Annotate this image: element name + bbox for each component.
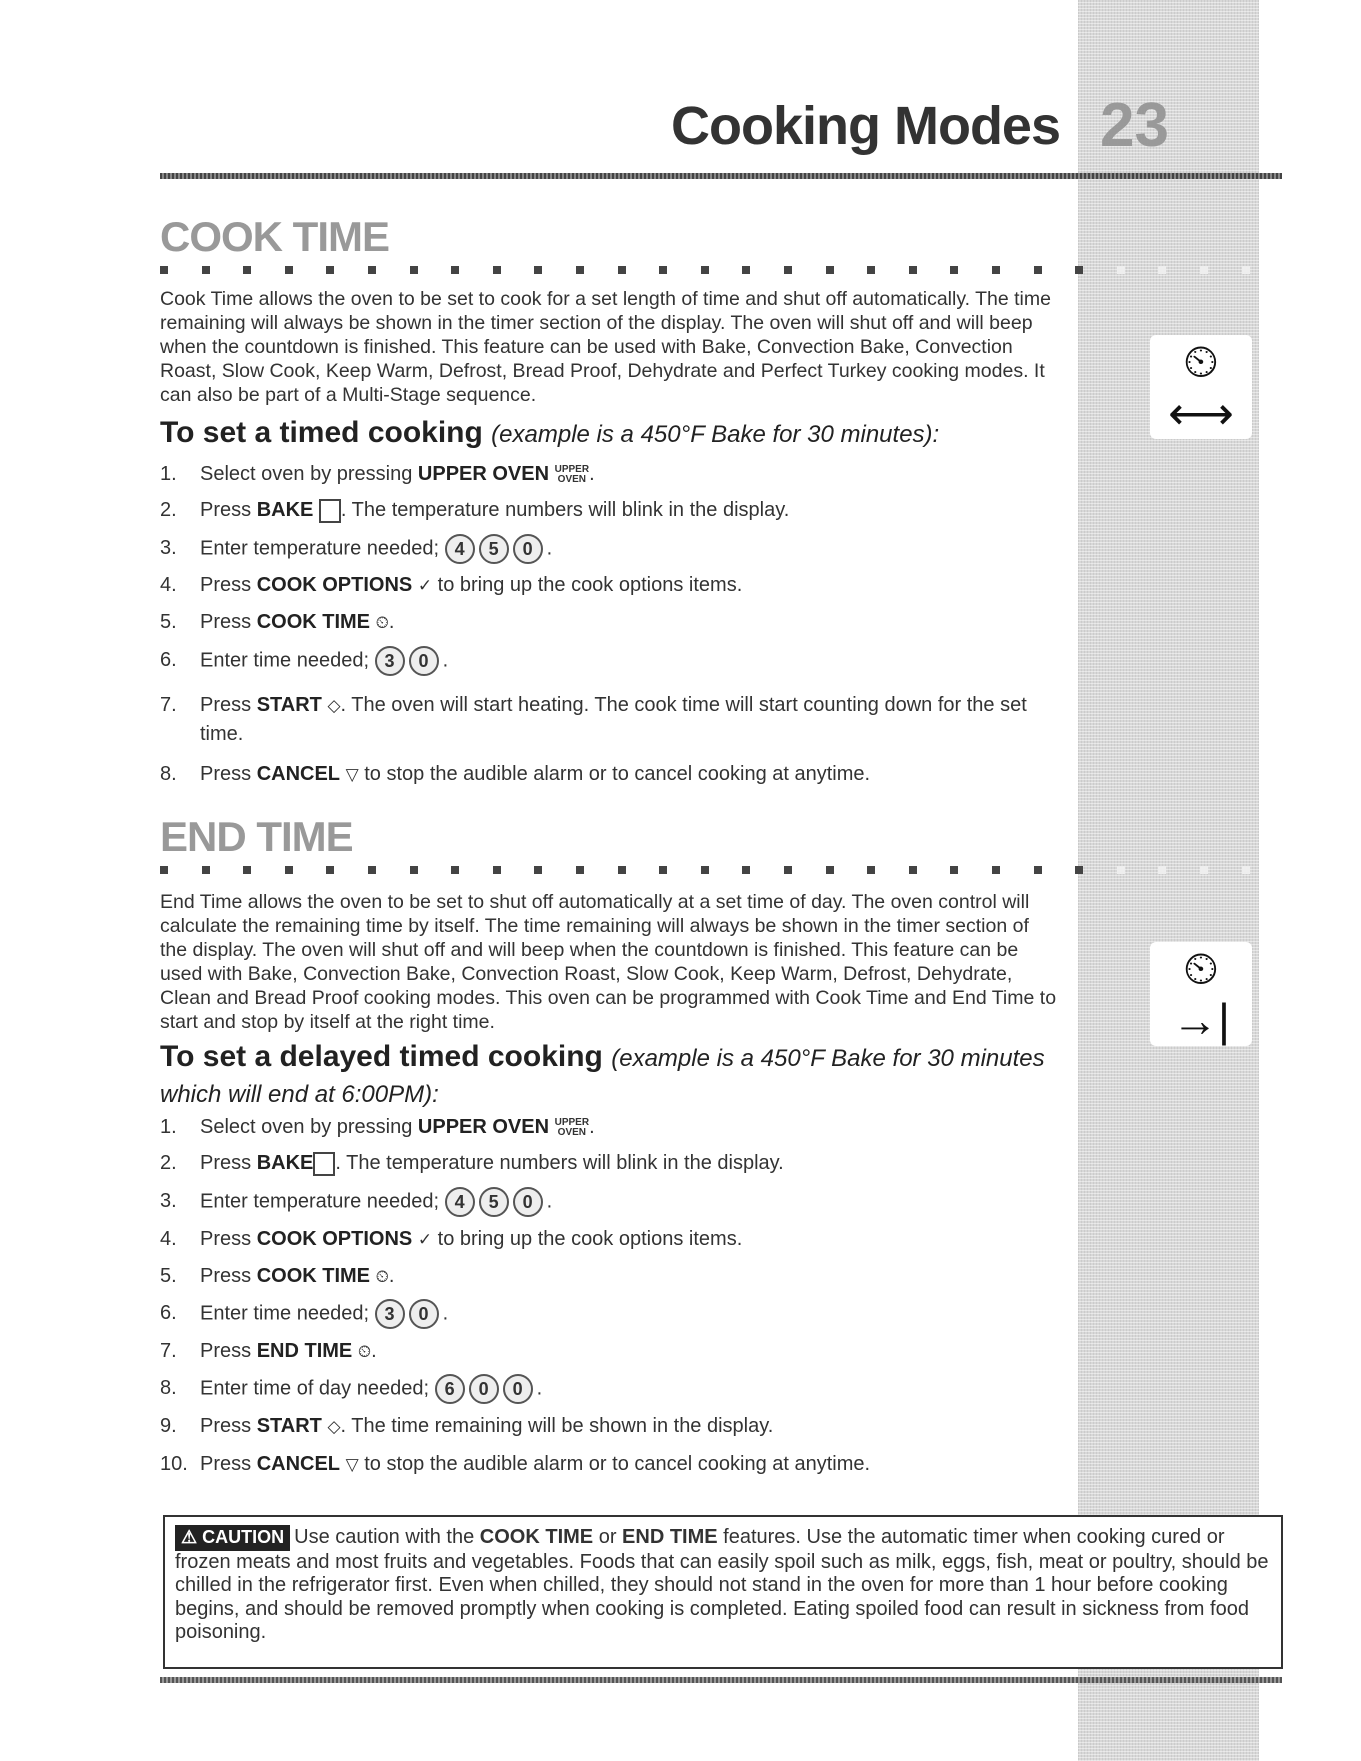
divider-dot xyxy=(992,266,1000,274)
divider-dot xyxy=(1117,866,1125,874)
start-icon: ◇ xyxy=(327,1416,341,1436)
divider-dot xyxy=(202,266,210,274)
bake-key-icon xyxy=(313,1152,335,1176)
header-rule xyxy=(160,173,1282,179)
digit-key: 0 xyxy=(503,1374,533,1404)
divider-dot xyxy=(493,266,501,274)
digit-key: 6 xyxy=(435,1374,465,1404)
divider-dot xyxy=(1158,866,1166,874)
side-strip xyxy=(1078,0,1259,1761)
divider-dot xyxy=(576,266,584,274)
divider-dot xyxy=(160,266,168,274)
divider-dot xyxy=(160,866,168,874)
end-time-subhead xyxy=(160,1040,1060,1112)
step: 6. Enter time needed; 3 0 . xyxy=(160,646,1060,676)
divider-dot xyxy=(1242,866,1250,874)
divider-dot xyxy=(493,866,501,874)
upper-oven-icon: UPPER OVEN xyxy=(554,463,590,485)
divider-dot xyxy=(992,866,1000,874)
divider-dot xyxy=(950,866,958,874)
divider-dot xyxy=(618,266,626,274)
divider-dot xyxy=(534,266,542,274)
divider-dot xyxy=(909,866,917,874)
check-icon: ✓ xyxy=(417,1229,433,1249)
digit-key: 0 xyxy=(513,1187,543,1217)
end-time-dots xyxy=(160,866,1282,874)
divider-dot xyxy=(618,866,626,874)
divider-dot xyxy=(1117,266,1125,274)
divider-dot xyxy=(1242,266,1250,274)
divider-dot xyxy=(202,866,210,874)
end-time-description: End Time allows the oven to be set to shut off automatically at a set time of day. The oven control will calculate the remaining time by itself. The time remaining will always be shown in the timer section of the display. The oven will shut off and will beep when the countdown is finished. This feature can be used with Bake, Convection Bake, Convection Roast, Slow Cook, Keep Warm, Defrost, Dehydrate, Clean and Bread Proof cooking modes. This oven can be programmed with Cook Time and End Time to start and stop by itself at the right time. xyxy=(160,891,1057,1033)
divider-dot xyxy=(701,266,709,274)
step: 5. Press COOK TIME ⏲. xyxy=(160,1262,1060,1291)
step: 4. Press COOK OPTIONS ✓ to bring up the cook options items. xyxy=(160,571,1060,600)
end-time-icon: ⏲ xyxy=(357,1341,372,1361)
step: 1. Select oven by pressing UPPER OVEN UPPER OVEN . xyxy=(160,1116,595,1138)
divider-dot xyxy=(867,266,875,274)
check-icon: ✓ xyxy=(417,575,433,595)
digit-key: 0 xyxy=(513,534,543,564)
divider-dot xyxy=(243,866,251,874)
divider-dot xyxy=(451,866,459,874)
divider-dot xyxy=(659,866,667,874)
step: 5. Press COOK TIME ⏲. xyxy=(160,608,1060,637)
footer-rule xyxy=(160,1677,1282,1683)
divider-dot xyxy=(285,266,293,274)
divider-dot xyxy=(326,266,334,274)
digit-key: 5 xyxy=(479,534,509,564)
end-time-subhead-italic: (example is a 450°F Bake for 30 minutes which will end at 6:00PM): xyxy=(160,1045,1045,1108)
digit-key: 4 xyxy=(445,1187,475,1217)
divider-dot xyxy=(1034,866,1042,874)
cook-time-subhead xyxy=(160,416,1060,452)
divider-dot xyxy=(1075,266,1083,274)
caution-badge: ⚠ CAUTION xyxy=(175,1525,290,1551)
cook-time-description: Cook Time allows the oven to be set to cook for a set length of time and shut off automatically. The time remaining will always be shown in the timer section of the display. The oven will shut off and will beep when the countdown is finished. This feature can be used with Bake, Convection Bake, Convection Roast, Slow Cook, Keep Warm, Defrost, Bread Proof, Dehydrate and Perfect Turkey cooking modes. It can also be part of a Multi-Stage sequence. xyxy=(160,288,1051,406)
divider-dot xyxy=(784,266,792,274)
divider-dot xyxy=(1034,266,1042,274)
step: 6. Enter time needed; 3 0 . xyxy=(160,1299,1060,1329)
step: 2. Press BAKE . The temperature numbers will blink in the display. xyxy=(160,499,790,521)
cancel-icon: ▽ xyxy=(345,1454,359,1474)
digit-key: 5 xyxy=(479,1187,509,1217)
digit-key: 0 xyxy=(409,646,439,676)
divider-dot xyxy=(576,866,584,874)
step: 3. Enter temperature needed; 4 5 0 . xyxy=(160,534,1060,564)
cancel-icon: ▽ xyxy=(345,764,359,784)
divider-dot xyxy=(243,266,251,274)
upper-oven-icon: UPPER OVEN xyxy=(554,1116,590,1138)
divider-dot xyxy=(867,866,875,874)
step: 8. Enter time of day needed; 6 0 0 . xyxy=(160,1374,1060,1404)
page-title: Cooking Modes xyxy=(671,96,1060,156)
step: 7. Press END TIME ⏲. xyxy=(160,1337,1060,1366)
end-time-subhead-bold: To set a delayed timed cooking xyxy=(160,1040,603,1073)
cook-time-dots xyxy=(160,266,1282,274)
divider-dot xyxy=(1158,266,1166,274)
step: 7. Press START ◇. The oven will start heating. The cook time will start counting down for the set time. xyxy=(160,691,1060,749)
cook-time-title: COOK TIME xyxy=(160,213,389,260)
divider-dot xyxy=(534,866,542,874)
start-icon: ◇ xyxy=(327,696,341,716)
divider-dot xyxy=(451,266,459,274)
step: 1. Select oven by pressing UPPER OVEN UPPER OVEN . xyxy=(160,463,595,485)
divider-dot xyxy=(826,866,834,874)
end-time-icon: ⏲ →| xyxy=(1150,942,1252,1046)
divider-dot xyxy=(368,266,376,274)
page-margin xyxy=(1259,0,1361,1761)
divider-dot xyxy=(784,866,792,874)
divider-dot xyxy=(701,866,709,874)
divider-dot xyxy=(950,266,958,274)
divider-dot xyxy=(742,266,750,274)
digit-key: 3 xyxy=(375,1299,405,1329)
digit-key: 0 xyxy=(409,1299,439,1329)
cook-time-icon: ⏲ ⟷ xyxy=(1150,335,1252,439)
step: 8. Press CANCEL ▽ to stop the audible alarm or to cancel cooking at anytime. xyxy=(160,760,1060,789)
caution-text: ⚠ CAUTION Use caution with the COOK TIME or END TIME features. Use the automatic timer when cooking cured or frozen meats and most fruits and vegetables. Foods that can easily spoil such as milk, eggs, fish, meat or poultry, should be chilled in the refrigerator first. Even when chilled, they should not stand in the oven for more than 1 hour before cooking begins, and should be removed promptly when cooking is completed. Eating spoiled food can result in sickness from food poisoning. xyxy=(175,1526,1269,1643)
page-number: 23 xyxy=(1100,91,1169,160)
cook-time-subhead-italic: (example is a 450°F Bake for 30 minutes): xyxy=(491,421,940,448)
divider-dot xyxy=(659,266,667,274)
divider-dot xyxy=(368,866,376,874)
cook-time-icon: ⏲ xyxy=(375,1266,389,1286)
cook-time-subhead-bold: To set a timed cooking xyxy=(160,416,483,449)
caution-box xyxy=(163,1515,1283,1669)
digit-key: 4 xyxy=(445,534,475,564)
divider-dot xyxy=(410,266,418,274)
digit-key: 3 xyxy=(375,646,405,676)
divider-dot xyxy=(410,866,418,874)
step: 9. Press START ◇. The time remaining will be shown in the display. xyxy=(160,1412,1060,1441)
step: 10. Press CANCEL ▽ to stop the audible alarm or to cancel cooking at anytime. xyxy=(160,1450,1060,1479)
divider-dot xyxy=(1200,866,1208,874)
bake-key-icon xyxy=(319,499,341,523)
digit-key: 0 xyxy=(469,1374,499,1404)
divider-dot xyxy=(326,866,334,874)
divider-dot xyxy=(285,866,293,874)
cook-time-icon: ⏲ xyxy=(375,612,389,632)
step: 2. Press BAKE . The temperature numbers will blink in the display. xyxy=(160,1152,784,1174)
step: 4. Press COOK OPTIONS ✓ to bring up the cook options items. xyxy=(160,1225,1060,1254)
end-time-title: END TIME xyxy=(160,813,353,860)
divider-dot xyxy=(909,266,917,274)
divider-dot xyxy=(1200,266,1208,274)
divider-dot xyxy=(1075,866,1083,874)
step: 3. Enter temperature needed; 4 5 0 . xyxy=(160,1187,1060,1217)
divider-dot xyxy=(826,266,834,274)
divider-dot xyxy=(742,866,750,874)
